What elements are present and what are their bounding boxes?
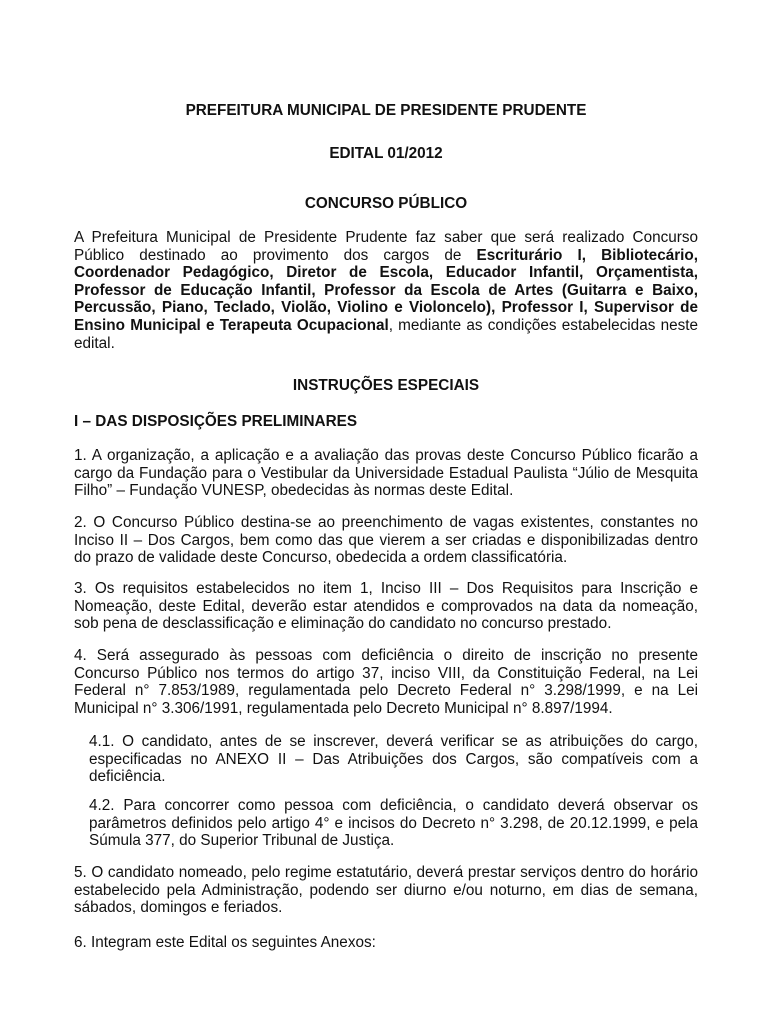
instructions-heading: INSTRUÇÕES ESPECIAIS: [292, 377, 480, 394]
item-4: 4. Será assegurado às pessoas com deficiência o direito de inscrição no presente Concurso Público nos termos do artigo 37, inciso VIII, da Constituição Federal, na Lei Federal n° 7.853/1989, regulamentada pelo Decreto Federal n° 3.298/1999, e na Lei Municipal n° 3.306/1991, regulamentada pelo Decreto Municipal n° 8.897/1994.: [74, 647, 698, 717]
org-heading: PREFEITURA MUNICIPAL DE PRESIDENTE PRUDENTE: [185, 102, 587, 119]
intro-cargos: Escriturário I, Bibliotecário, Coordenador Pedagógico, Diretor de Escola, Educador Infantil, Orçamentista, Professor de Educação Infantil, Professor da Escola de Artes (Guitarra e Baixo, Percussão, Piano, Teclado, Violão, Violino e Violoncelo), Professor I, Supervisor de Ensino Municipal e Terapeuta Ocupacional: [74, 246, 699, 334]
item-2: 2. O Concurso Público destina-se ao preenchimento de vagas existentes, constantes no Inciso II – Dos Cargos, bem como das que vierem a ser criadas e disponibilizadas dentro do prazo de validade deste Concurso, obedecida a ordem classificatória.: [74, 514, 698, 567]
item-4-1: 4.1. O candidato, antes de se inscrever, deverá verificar se as atribuições do cargo, especificadas no ANEXO II – Das Atribuições dos Cargos, são compatíveis com a deficiência.: [89, 733, 698, 786]
item-4-2: 4.2. Para concorrer como pessoa com deficiência, o candidato deverá observar os parâmetros definidos pelo artigo 4° e incisos do Decreto n° 3.298, de 20.12.1999, e pela Súmula 377, do Superior Tribunal de Justiça.: [89, 797, 698, 850]
item-3: 3. Os requisitos estabelecidos no item 1, Inciso III – Dos Requisitos para Inscrição e Nomeação, deste Edital, deverão estar atendidos e comprovados na data da nomeação, sob pena de desclassificação e eliminação do candidato no concurso prestado.: [74, 580, 698, 633]
intro-lead: A Prefeitura Municipal de Presidente Prudente faz saber que será realizado Concurso Público destinado ao provimento dos cargos de: [74, 229, 698, 264]
item-6: 6. Integram este Edital os seguintes Anexos:: [74, 934, 376, 951]
intro-paragraph: [74, 229, 698, 352]
section-heading-preliminares: I – DAS DISPOSIÇÕES PRELIMINARES: [74, 413, 358, 430]
concurso-title: CONCURSO PÚBLICO: [304, 195, 468, 212]
edital-number: EDITAL 01/2012: [329, 145, 443, 162]
item-1: 1. A organização, a aplicação e a avaliação das provas deste Concurso Público ficarão a cargo da Fundação para o Vestibular da Universidade Estadual Paulista “Júlio de Mesquita Filho” – Fundação VUNESP, obedecidas às normas deste Edital.: [74, 447, 698, 500]
intro-tail: , mediante as condições estabelecidas neste edital.: [74, 316, 698, 352]
item-5: 5. O candidato nomeado, pelo regime estatutário, deverá prestar serviços dentro do horário estabelecido pela Administração, podendo ser diurno e/ou noturno, em dias de semana, sábados, domingos e feriados.: [74, 864, 698, 917]
